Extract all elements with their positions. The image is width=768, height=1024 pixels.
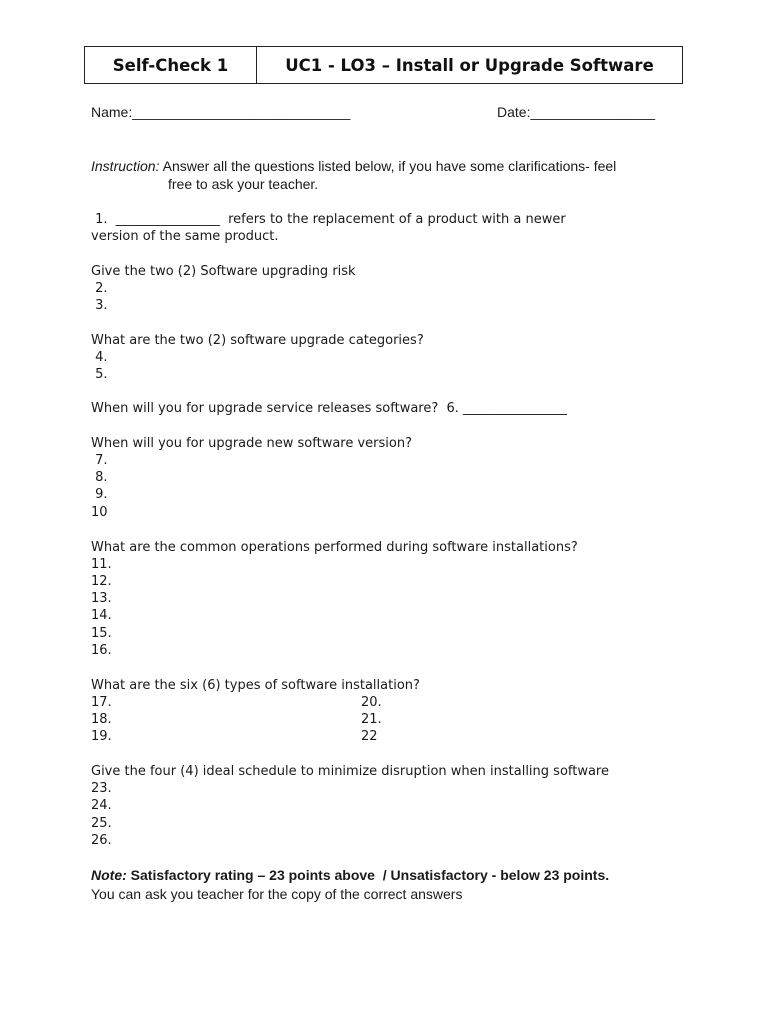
header-table bbox=[84, 46, 683, 84]
answer-item: 23. bbox=[91, 781, 112, 796]
note-text: Satisfactory rating – 23 points above / Unsatisfactory - below 23 points. bbox=[126, 867, 610, 883]
operations-prompt: What are the common operations performed during software installations? bbox=[91, 540, 578, 555]
answer-item: 2. bbox=[91, 281, 108, 296]
schedule-prompt: Give the four (4) ideal schedule to minimize disruption when installing software bbox=[91, 764, 609, 779]
answer-item: 15. bbox=[91, 626, 112, 641]
instruction-text-2: free to ask your teacher. bbox=[168, 176, 319, 192]
types-prompt: What are the six (6) types of software installation? bbox=[91, 678, 420, 693]
instruction-text-1: Answer all the questions listed below, if you have some clarifications- feel bbox=[159, 158, 617, 174]
categories-prompt: What are the two (2) software upgrade categories? bbox=[91, 333, 424, 348]
name-field-label: Name:____________________________ bbox=[91, 104, 351, 120]
answer-item: 13. bbox=[91, 591, 112, 606]
answer-item: 25. bbox=[91, 816, 112, 831]
answer-item: 16. bbox=[91, 643, 112, 658]
answer-item: 8. bbox=[91, 470, 108, 485]
answer-item: 12. bbox=[91, 574, 112, 589]
service-release-question: When will you for upgrade service releases software? 6. ________________ bbox=[91, 401, 568, 416]
answer-item: 20. bbox=[361, 695, 382, 710]
answer-item: 14. bbox=[91, 608, 112, 623]
answer-item: 3. bbox=[91, 298, 108, 313]
answer-item: 10 bbox=[91, 505, 108, 520]
unit-title: UC1 - LO3 – Install or Upgrade Software bbox=[285, 55, 654, 75]
answer-item: 9. bbox=[91, 487, 108, 502]
date-field-label: Date:________________ bbox=[497, 104, 656, 120]
note-line-2: You can ask you teacher for the copy of the correct answers bbox=[91, 886, 463, 902]
instruction-line-1 bbox=[91, 158, 616, 175]
instruction-label: Instruction: bbox=[91, 158, 160, 174]
answer-item: 17. bbox=[91, 695, 112, 710]
answer-item: 18. bbox=[91, 712, 112, 727]
risk-prompt: Give the two (2) Software upgrading risk bbox=[91, 264, 356, 279]
new-version-prompt: When will you for upgrade new software version? bbox=[91, 436, 413, 451]
self-check-title: Self-Check 1 bbox=[85, 47, 257, 83]
answer-item: 24. bbox=[91, 798, 112, 813]
question-1-line-1: 1. ________________ refers to the replacement of a product with a newer bbox=[91, 212, 566, 227]
answer-item: 7. bbox=[91, 453, 108, 468]
answer-item: 5. bbox=[91, 367, 108, 382]
answer-item: 11. bbox=[91, 557, 112, 572]
answer-item: 21. bbox=[361, 712, 382, 727]
answer-item: 22 bbox=[361, 729, 378, 744]
answer-item: 19. bbox=[91, 729, 112, 744]
note-label: Note: bbox=[91, 867, 127, 883]
note-line bbox=[91, 867, 609, 884]
answer-item: 26. bbox=[91, 833, 112, 848]
question-1-line-2: version of the same product. bbox=[91, 229, 279, 244]
answer-item: 4. bbox=[91, 350, 108, 365]
